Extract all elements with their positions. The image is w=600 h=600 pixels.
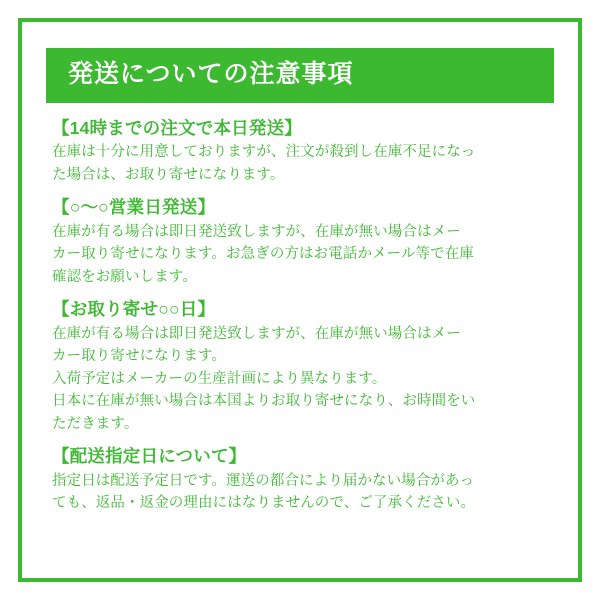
body-line: 在庫は十分に用意しておりますが、注文が殺到し在庫不足になっ [52,144,476,161]
section-heading: 【配送指定日について】 [52,446,247,467]
body-line: 入荷予定はメーカーの生産計画により異なります。 [52,370,387,387]
body-line: 在庫が有る場合は即日発送致しますが、在庫が無い場合はメー [52,223,461,240]
section-delivery-date [46,445,554,515]
body-line: カー取り寄せになります。 [52,348,227,365]
section-heading: 【お取り寄せ○○日】 [52,299,216,320]
body-line: 確認をお願いします。 [52,268,197,285]
section-business-days-shipping [46,196,554,288]
section-backorder [46,298,554,435]
section-body [52,470,550,515]
section-heading: 【14時までの注文で本日発送】 [52,117,302,138]
body-line: ただきます。 [52,415,139,432]
body-line: た場合は、お取り寄せになります。 [52,166,285,183]
body-line: 在庫が有る場合は即日発送致しますが、在庫が無い場合はメー [52,325,461,342]
section-same-day-shipping [46,117,554,187]
body-line: ても、返品・返金の理由にはなりませんので、ご了承ください。 [52,495,476,512]
body-line: 日本に在庫が無い場合は本国よりお取り寄せになり、お時間をい [52,393,476,410]
section-body [52,323,550,435]
section-body [52,221,550,288]
body-line: カー取り寄せになります。お急ぎの方はお電話かメール等で在庫 [52,246,474,263]
section-body [52,141,550,186]
page-title: 発送についての注意事項 [46,48,554,103]
bordered-frame [18,18,582,582]
body-line: 指定日は配送予定日です。運送の都合により届かない場合があっ [52,472,475,489]
section-heading: 【○〜○営業日発送】 [52,197,216,218]
